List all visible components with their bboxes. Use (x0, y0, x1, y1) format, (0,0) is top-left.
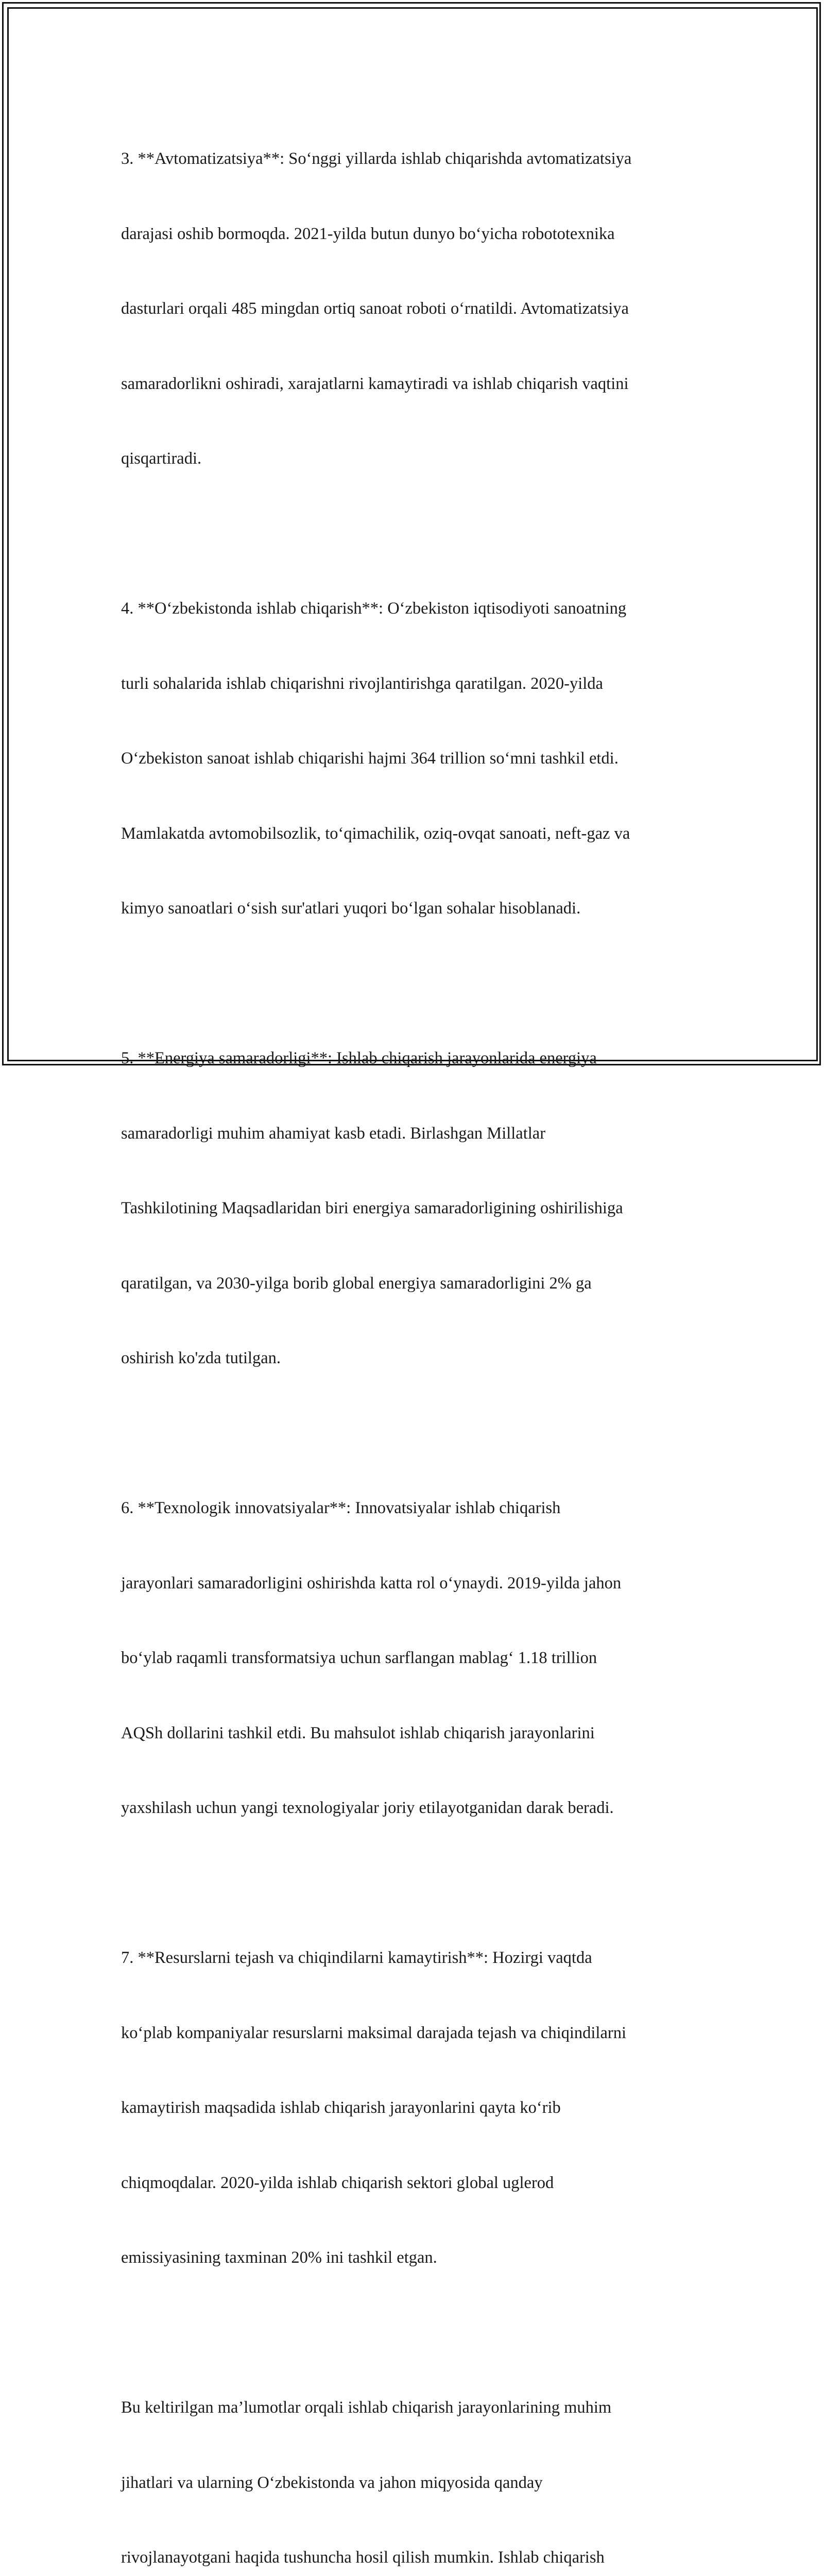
text-line: jarayonlari samaradorligini oshirishda katta rol o‘ynaydi. 2019-yilda jahon (121, 1573, 622, 1592)
text-line: turli sohalarida ishlab chiqarishni rivojlantirishga qaratilgan. 2020-yilda (121, 674, 603, 693)
text-line: 7. **Resurslarni tejash va chiqindilarni kamaytirish**: Hozirgi vaqtda (121, 1948, 592, 1967)
document-body (121, 96, 708, 2576)
text-line: darajasi oshib bormoqda. 2021-yilda butun dunyo bo‘yicha robototexnika (121, 224, 615, 243)
text-line: Tashkilotining Maqsadlaridan biri energiya samaradorligining oshirilishiga (121, 1199, 623, 1217)
text-line: samaradorligi muhim ahamiyat kasb etadi. Birlashgan Millatlar (121, 1124, 546, 1143)
text-line: kimyo sanoatlari o‘sish sur'atlari yuqori bo‘lgan sohalar hisoblanadi. (121, 899, 581, 918)
text-line: jihatlari va ularning O‘zbekistonda va jahon miqyosida qanday (121, 2473, 543, 2492)
text-line: rivojlanayotgani haqida tushuncha hosil qilish mumkin. Ishlab chiqarish (121, 2548, 605, 2567)
text-line: bo‘ylab raqamli transformatsiya uchun sarflangan mablag‘ 1.18 trillion (121, 1649, 597, 1667)
text-line: Bu keltirilgan ma’lumotlar orqali ishlab chiqarish jarayonlarining muhim (121, 2398, 612, 2417)
text-line: 6. **Texnologik innovatsiyalar**: Innovatsiyalar ishlab chiqarish (121, 1499, 561, 1517)
text-line: qisqartiradi. (121, 449, 202, 468)
text-line: oshirish ko'zda tutilgan. (121, 1349, 281, 1367)
paragraph-conclusion (121, 2345, 708, 2576)
text-line: Mamlakatda avtomobilsozlik, to‘qimachilik, oziq-ovqat sanoati, neft-gaz va (121, 824, 630, 843)
paragraph-resource-saving (121, 1895, 708, 2320)
text-line: ko‘plab kompaniyalar resurslarni maksimal darajada tejash va chiqindilarni (121, 2023, 626, 2042)
text-line: O‘zbekiston sanoat ishlab chiqarishi hajmi 364 trillion so‘mni tashkil etdi. (121, 749, 619, 768)
text-line: qaratilgan, va 2030-yilga borib global energiya samaradorligini 2% ga (121, 1274, 592, 1293)
text-line: samaradorlikni oshiradi, xarajatlarni kamaytiradi va ishlab chiqarish vaqtini (121, 374, 629, 393)
text-line: chiqmoqdalar. 2020-yilda ishlab chiqarish sektori global uglerod (121, 2173, 554, 2192)
paragraph-uzbekistan-production (121, 546, 708, 971)
text-line: yaxshilash uchun yangi texnologiyalar joriy etilayotganidan darak beradi. (121, 1799, 614, 1817)
text-line: AQSh dollarini tashkil etdi. Bu mahsulot ishlab chiqarish jarayonlarini (121, 1723, 595, 1742)
paragraph-energy-efficiency (121, 996, 708, 1421)
text-line: dasturlari orqali 485 mingdan ortiq sanoat roboti o‘rnatildi. Avtomatizatsiya (121, 299, 629, 318)
text-line: 4. **O‘zbekistonda ishlab chiqarish**: O‘zbekiston iqtisodiyoti sanoatning (121, 599, 627, 618)
text-line: 5. **Energiya samaradorligi**: Ishlab chiqarish jarayonlarida energiya (121, 1049, 597, 1067)
text-line: kamaytirish maqsadida ishlab chiqarish jarayonlarini qayta ko‘rib (121, 2098, 561, 2117)
text-line: emissiyasining taxminan 20% ini tashkil etgan. (121, 2248, 437, 2267)
text-line: 3. **Avtomatizatsiya**: So‘nggi yillarda ishlab chiqarishda avtomatizatsiya (121, 149, 632, 168)
paragraph-automation (121, 96, 708, 521)
paragraph-tech-innovations (121, 1446, 708, 1871)
